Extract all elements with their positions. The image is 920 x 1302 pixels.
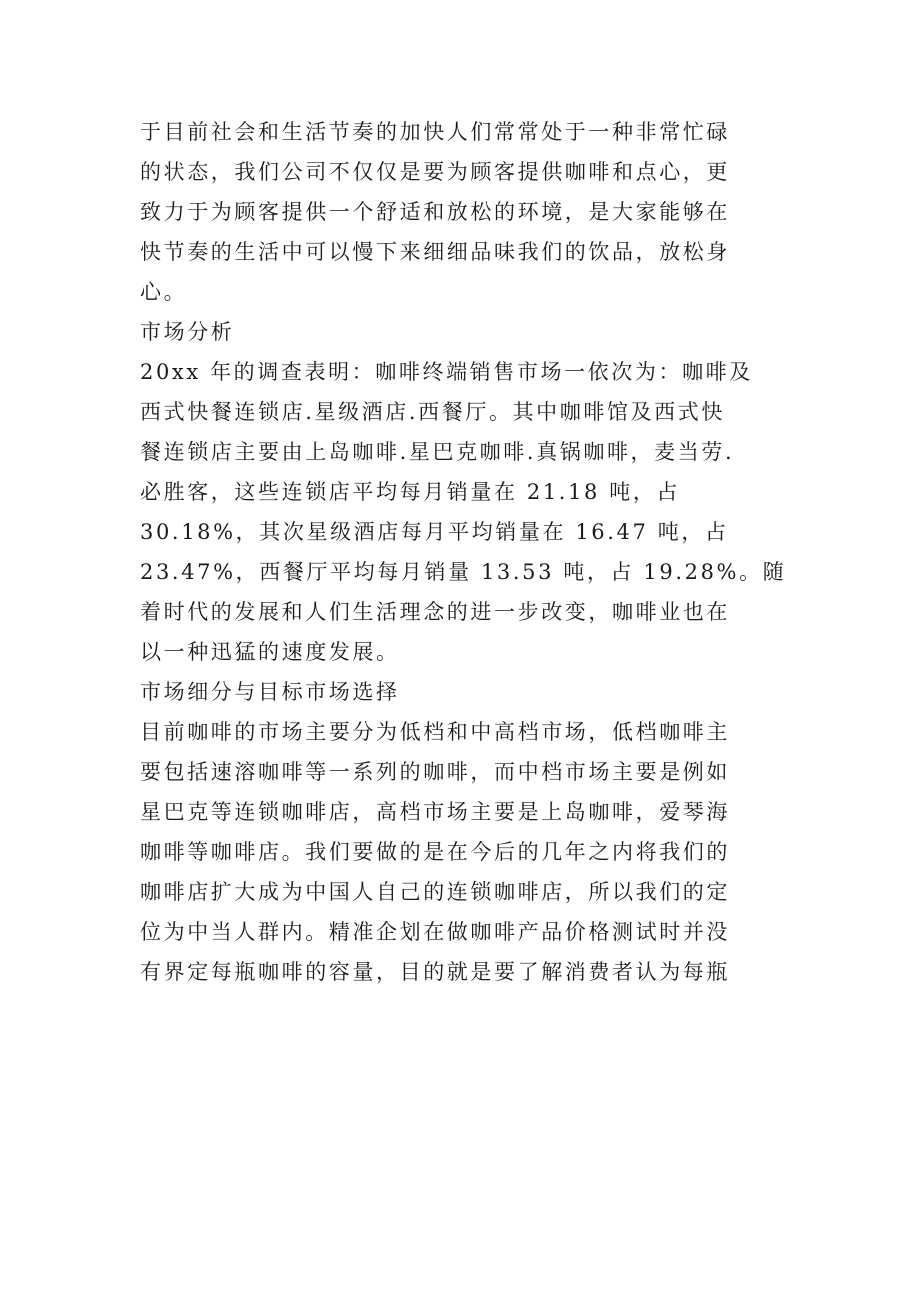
paragraph-line: 星巴克等连锁咖啡店，高档市场主要是上岛咖啡，爱琴海 [140,800,730,824]
document-page [140,112,787,992]
paragraph-line: 的状态，我们公司不仅仅是要为顾客提供咖啡和点心，更 [140,160,730,184]
section-heading-segmentation: 市场细分与目标市场选择 [140,680,400,704]
paragraph-line: 心。 [140,280,188,304]
paragraph-line: 快节奏的生活中可以慢下来细细品味我们的饮品，放松身 [140,240,730,264]
paragraph-line: 有界定每瓶咖啡的容量，目的就是要了解消费者认为每瓶 [140,960,730,984]
paragraph-line: 23.47%，西餐厅平均每月销量 13.53 吨，占 19.28%。随 [140,560,787,584]
section-heading-market-analysis: 市场分析 [140,320,235,344]
paragraph-line: 致力于为顾客提供一个舒适和放松的环境，是大家能够在 [140,200,730,224]
paragraph-line: 餐连锁店主要由上岛咖啡.星巴克咖啡.真锅咖啡，麦当劳. [140,440,735,464]
paragraph-line: 以一种迅猛的速度发展。 [140,640,400,664]
paragraph-line: 30.18%，其次星级酒店每月平均销量在 16.47 吨，占 [140,520,729,544]
paragraph-line: 咖啡店扩大成为中国人自己的连锁咖啡店，所以我们的定 [140,880,730,904]
paragraph-line: 西式快餐连锁店.星级酒店.西餐厅。其中咖啡馆及西式快 [140,400,725,424]
paragraph-line: 咖啡等咖啡店。我们要做的是在今后的几年之内将我们的 [140,840,730,864]
paragraph-line: 着时代的发展和人们生活理念的进一步改变，咖啡业也在 [140,600,730,624]
paragraph-line: 20xx 年的调查表明：咖啡终端销售市场一依次为：咖啡及 [140,360,753,384]
paragraph-line: 必胜客，这些连锁店平均每月销量在 21.18 吨，占 [140,480,681,504]
paragraph-line: 要包括速溶咖啡等一系列的咖啡，而中档市场主要是例如 [140,760,730,784]
paragraph-line: 目前咖啡的市场主要分为低档和中高档市场，低档咖啡主 [140,720,730,744]
paragraph-line: 位为中当人群内。精准企划在做咖啡产品价格测试时并没 [140,920,730,944]
paragraph-line: 于目前社会和生活节奏的加快人们常常处于一种非常忙碌 [140,120,730,144]
